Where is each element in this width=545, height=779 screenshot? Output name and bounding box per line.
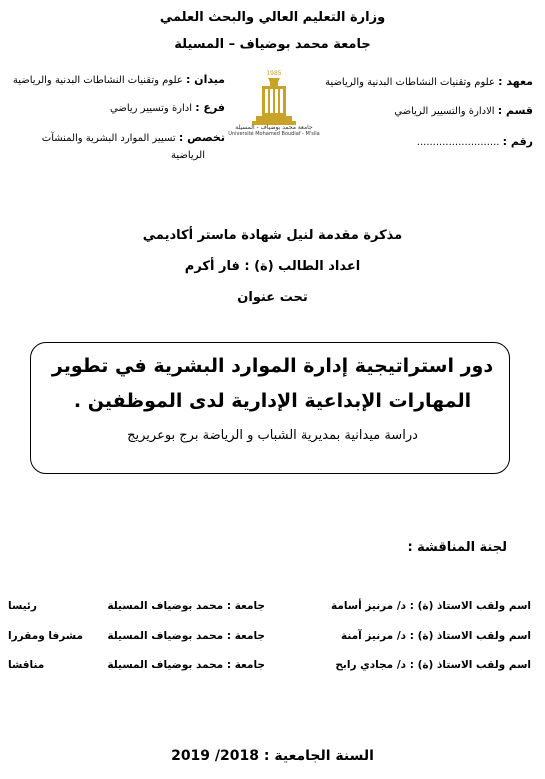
committee-member-university: جامعة : محمد بوضياف المسيلة <box>107 659 265 671</box>
institute-line <box>325 75 533 88</box>
branch-label: فرع : <box>195 101 225 114</box>
memo-under-title: تحت عنوان <box>237 290 308 305</box>
field-line <box>13 73 225 86</box>
academic-year: السنة الجامعية : 2018/ 2019 <box>171 748 374 764</box>
committee-member-role: رئيسا <box>8 600 37 612</box>
committee-member-university: جامعة : محمد بوضياف المسيلة <box>107 630 265 642</box>
ministry-title: وزارة التعليم العالي والبحث العلمي <box>159 10 386 25</box>
number-value: .......................... <box>416 137 503 148</box>
field-label: ميدان : <box>185 73 225 86</box>
memo-degree: مذكرة مقدمة لنيل شهادة ماستر أكاديمي <box>142 228 403 243</box>
logo-caption <box>228 124 320 138</box>
committee-member-name: اسم ولقب الاستاذ (ة) : د/ مجادي رابح <box>335 659 531 671</box>
specialty-line <box>42 131 225 144</box>
university-emblem-icon <box>238 68 310 128</box>
committee-member-role: مشرفا ومقررا <box>8 630 83 642</box>
specialty-value: تسيير الموارد البشرية والمنشآت <box>41 133 179 144</box>
department-line <box>394 104 533 117</box>
field-value: علوم وتقنيات النشاطات البدنية والرياضية <box>12 75 186 86</box>
university-title: جامعة محمد بوضياف – المسيلة <box>174 37 371 52</box>
logo-name-ar: جامعة محمد بوضياف - المسيلة <box>235 124 313 131</box>
number-label: رقم : <box>502 135 533 148</box>
specialty-value-line2: الرياضية <box>170 150 205 161</box>
specialty-label: تخصص : <box>178 131 225 144</box>
thesis-subtitle: دراسة ميدانية بمديرية الشباب و الرياضة برج بوعريريج <box>127 428 418 443</box>
logo-year: 1985 <box>266 70 282 77</box>
thesis-title-line2: المهارات الإبداعية الإدارية لدى الموظفين . <box>73 390 472 412</box>
institute-label: معهد : <box>498 75 533 88</box>
department-value: الادارة والتسيير الرياضي <box>394 106 498 117</box>
committee-member-name: اسم ولقب الاستاذ (ة) : د/ مرنيز آمنة <box>340 630 531 642</box>
thesis-title-line1: دور استراتيجية إدارة الموارد البشرية في تطوير <box>51 355 494 377</box>
branch-line <box>110 101 225 114</box>
institute-value: علوم وتقنيات النشاطات البدنية والرياضية <box>325 77 499 88</box>
logo-name-fr: Université Mohamed Boudiaf - M'sila <box>228 131 320 137</box>
number-line <box>417 135 533 148</box>
memo-student: اعداد الطالب (ة) : فار أكرم <box>184 259 361 274</box>
committee-member-role: مناقشا <box>8 659 45 671</box>
department-label: قسم : <box>497 104 533 117</box>
committee-heading: لجنة المناقشة : <box>407 540 507 555</box>
committee-member-name: اسم ولقب الاستاذ (ة) : د/ مرنيز أسامة <box>331 600 531 612</box>
committee-member-university: جامعة : محمد بوضياف المسيلة <box>107 600 265 612</box>
branch-value: ادارة وتسيير رياضي <box>110 103 196 114</box>
